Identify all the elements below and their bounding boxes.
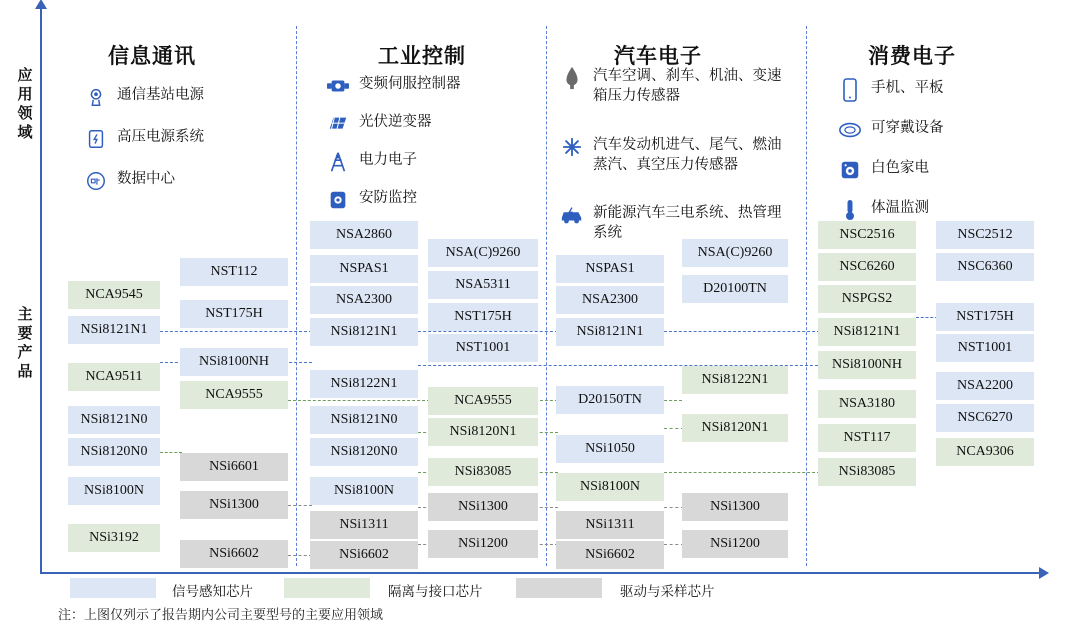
connector-line: [288, 400, 430, 401]
product-chip: NST112: [180, 258, 288, 286]
icon-label-phone-tablet: 手机、平板: [871, 80, 944, 96]
product-chip: NSi8120N1: [428, 418, 538, 446]
product-chip: NSi8100N: [68, 477, 160, 505]
product-chip: NSPAS1: [556, 255, 664, 283]
home-appliance-icon: [838, 158, 862, 182]
column-title-automotive: 汽车电子: [614, 45, 702, 68]
product-chip: NSi8121N1: [68, 316, 160, 344]
base-station-power-icon: [84, 85, 108, 109]
product-chip: NSi1300: [682, 493, 788, 521]
product-chip: NSA5311: [428, 271, 538, 299]
icon-label-base-station-power: 通信基站电源: [117, 87, 204, 103]
product-chip: D20100TN: [682, 275, 788, 303]
power-electronics-icon: [326, 150, 350, 174]
product-chip: NSi1200: [428, 530, 538, 558]
high-voltage-power-icon: [84, 127, 108, 151]
product-chip: NSA2300: [310, 286, 418, 314]
wearable-icon: [838, 118, 862, 142]
product-chip: NSi8121N1: [556, 318, 664, 346]
product-chip: NSi3192: [68, 524, 160, 552]
product-chip: NSi8122N1: [310, 370, 418, 398]
icon-item-new-energy-vehicle: [560, 203, 794, 243]
connector-line: [418, 331, 558, 332]
product-chip: NSi83085: [818, 458, 916, 486]
icon-label-thermometer: 体温监测: [871, 200, 929, 216]
product-chip: NST1001: [936, 334, 1034, 362]
product-chip: NSA(C)9260: [428, 239, 538, 267]
connector-line: [288, 555, 312, 556]
icon-label-power-electronics: 电力电子: [359, 152, 417, 168]
product-chip: NSi8100NH: [180, 348, 288, 376]
connector-line: [664, 544, 684, 545]
column-divider-2: [546, 26, 547, 566]
product-chip: NSi8100N: [310, 477, 418, 505]
product-chip: NST1001: [428, 334, 538, 362]
vertical-axis: [40, 8, 42, 573]
connector-line: [664, 428, 684, 429]
icon-label-automotive-pressure-sensor: 汽车空调、刹车、机油、变速箱压力传感器: [593, 68, 782, 104]
new-energy-vehicle-icon: [560, 203, 584, 227]
product-chip: NSC2516: [818, 221, 916, 249]
product-chip: NSi8121N1: [310, 318, 418, 346]
product-chip: NST175H: [936, 303, 1034, 331]
product-chip: NSC2512: [936, 221, 1034, 249]
product-chip: NST117: [818, 424, 916, 452]
product-chip: NSC6260: [818, 253, 916, 281]
product-chip: NSi8121N1: [818, 318, 916, 346]
product-chip: NSi8120N0: [310, 438, 418, 466]
product-chip: NSi8120N1: [682, 414, 788, 442]
product-chip: NSA2300: [556, 286, 664, 314]
icon-item-phone-tablet: [838, 78, 1038, 102]
servo-controller-icon: [326, 74, 350, 98]
product-chip: NSi8100NH: [818, 351, 916, 379]
column-title-consumer: 消费电子: [868, 45, 956, 68]
icon-item-high-voltage-power: [84, 127, 284, 151]
product-chip: NSi1300: [180, 491, 288, 519]
connector-line: [664, 331, 820, 332]
icon-item-automotive-pressure-sensor: [560, 66, 794, 106]
icon-label-engine-sensor: 汽车发动机进气、尾气、燃油蒸汽、真空压力传感器: [593, 137, 782, 173]
icon-label-security-monitoring: 安防监控: [359, 190, 417, 206]
product-chip: NSPGS2: [818, 285, 916, 313]
engine-sensor-icon: [560, 135, 584, 159]
connector-line: [160, 331, 312, 332]
product-chip: NSA2200: [936, 372, 1034, 400]
product-chip: NSPAS1: [310, 255, 418, 283]
column-divider-1: [296, 26, 297, 566]
pv-inverter-icon: [326, 112, 350, 136]
product-chip: NSC6270: [936, 404, 1034, 432]
product-chip: NCA9306: [936, 438, 1034, 466]
product-chip: NSC6360: [936, 253, 1034, 281]
product-chip: NSi1311: [556, 511, 664, 539]
product-chip: NCA9545: [68, 281, 160, 309]
product-chip: NSi6602: [310, 541, 418, 569]
product-chip: NSi83085: [428, 458, 538, 486]
icon-label-data-center: 数据中心: [117, 171, 175, 187]
connector-line: [916, 317, 938, 318]
icon-label-pv-inverter: 光伏逆变器: [359, 114, 432, 130]
product-chip: NSA(C)9260: [682, 239, 788, 267]
icon-item-wearable: [838, 118, 1038, 142]
connector-line: [288, 505, 312, 506]
icon-item-base-station-power: [84, 85, 284, 109]
connector-line: [664, 472, 820, 473]
icon-item-thermometer: [838, 198, 1038, 222]
product-chip: NSi1050: [556, 435, 664, 463]
product-chip: NSi6602: [556, 541, 664, 569]
data-center-icon: [84, 169, 108, 193]
thermometer-icon: [838, 198, 862, 222]
icon-label-servo-controller: 变频伺服控制器: [359, 76, 461, 92]
connector-line: [664, 507, 684, 508]
automotive-pressure-sensor-icon: [560, 66, 584, 90]
axis-label-main-products: 主要产品: [17, 306, 33, 380]
figure-note: 注：上图仅列示了报告期内公司主要型号的主要应用领域: [58, 607, 384, 622]
product-chip: NSi8122N1: [682, 366, 788, 394]
phone-tablet-icon: [838, 78, 862, 102]
legend-swatch-driver: [516, 578, 602, 598]
product-chip: D20150TN: [556, 386, 664, 414]
product-chip: NSi8100N: [556, 473, 664, 501]
icon-item-pv-inverter: [326, 112, 536, 136]
icon-item-engine-sensor: [560, 135, 794, 175]
product-chip: NCA9555: [180, 381, 288, 409]
product-chip: NSi6601: [180, 453, 288, 481]
icon-item-servo-controller: [326, 74, 536, 98]
product-chip: NST175H: [180, 300, 288, 328]
product-chip: NCA9555: [428, 387, 538, 415]
axis-label-application-area: 应用领域: [17, 67, 33, 141]
icon-label-high-voltage-power: 高压电源系统: [117, 129, 204, 145]
product-chip: NSi8121N0: [310, 406, 418, 434]
icon-item-data-center: [84, 169, 284, 193]
product-chip: NSi8120N0: [68, 438, 160, 466]
product-chip: NST175H: [428, 303, 538, 331]
icon-label-wearable: 可穿戴设备: [871, 120, 944, 136]
connector-line: [160, 452, 182, 453]
product-chip: NSi8121N0: [68, 406, 160, 434]
icon-item-home-appliance: [838, 158, 1038, 182]
security-monitoring-icon: [326, 188, 350, 212]
icon-item-power-electronics: [326, 150, 536, 174]
column-title-info-comm: 信息通讯: [108, 45, 196, 68]
column-title-industrial: 工业控制: [378, 45, 466, 68]
legend-label-driver: 驱动与采样芯片: [620, 584, 715, 599]
icon-label-new-energy-vehicle: 新能源汽车三电系统、热管理系统: [593, 205, 782, 241]
product-chip: NSi1311: [310, 511, 418, 539]
icon-label-home-appliance: 白色家电: [871, 160, 929, 176]
legend-label-isolation: 隔离与接口芯片: [388, 584, 483, 599]
product-chip: NSA2860: [310, 221, 418, 249]
horizontal-axis: [40, 572, 1040, 574]
legend-swatch-isolation: [284, 578, 370, 598]
product-chip: NSA3180: [818, 390, 916, 418]
product-chip: NSi1300: [428, 493, 538, 521]
legend-label-signal: 信号感知芯片: [172, 584, 253, 599]
product-chip: NSi1200: [682, 530, 788, 558]
product-chip: NCA9511: [68, 363, 160, 391]
column-divider-3: [806, 26, 807, 566]
product-chip: NSi6602: [180, 540, 288, 568]
legend-swatch-signal: [70, 578, 156, 598]
icon-item-security-monitoring: [326, 188, 536, 212]
